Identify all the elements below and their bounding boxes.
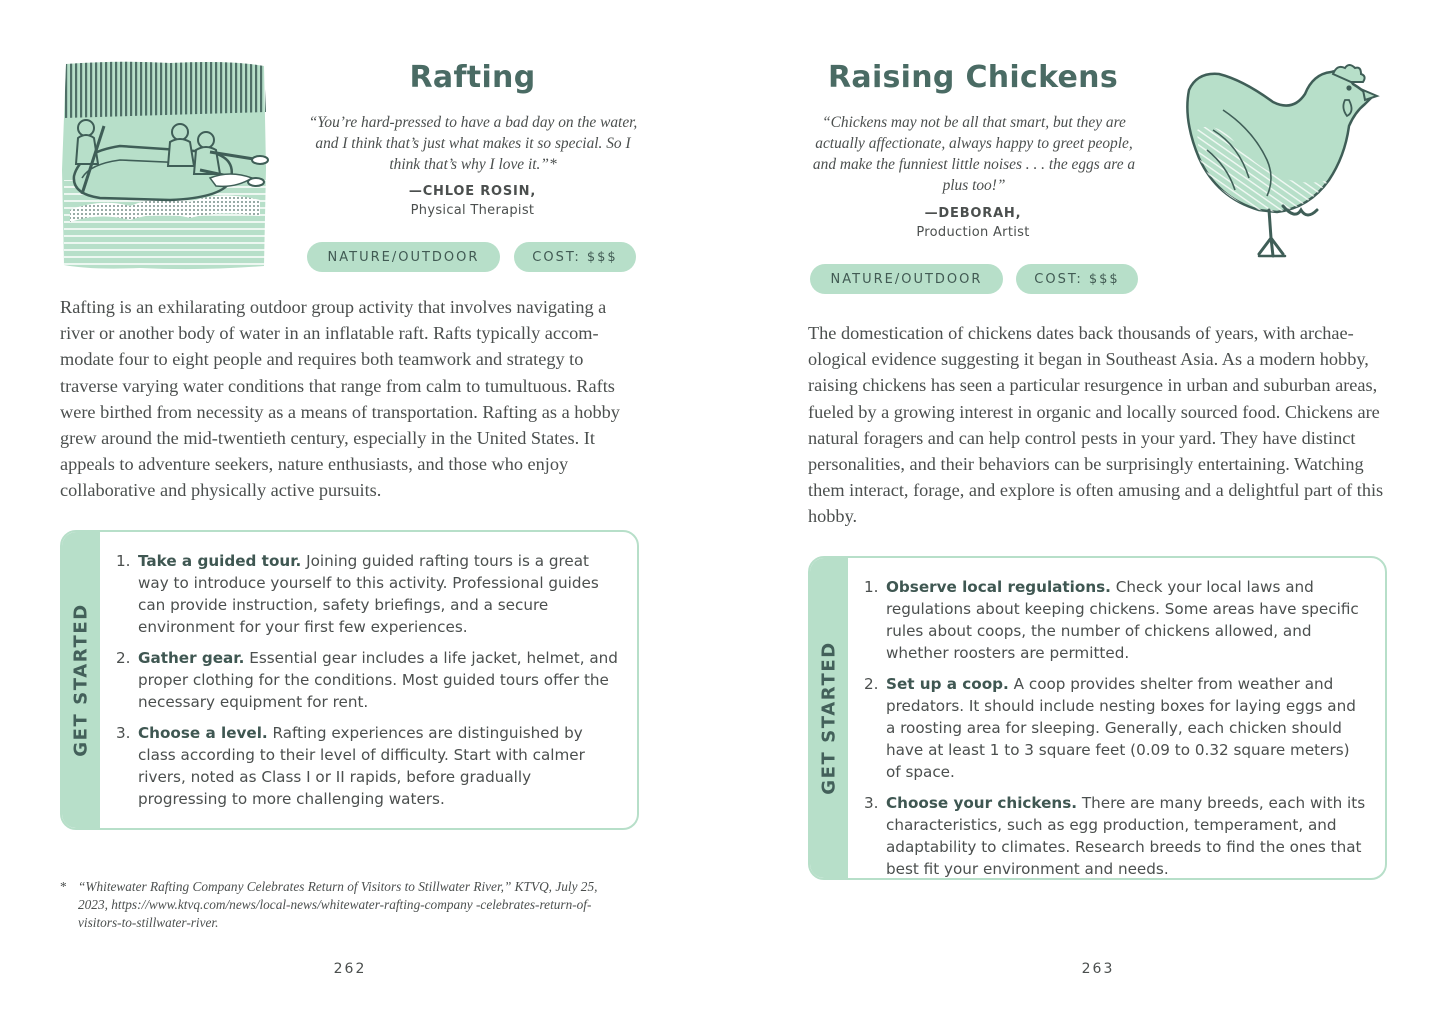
item-lead: Observe local regulations. — [886, 578, 1111, 596]
tag-category: NATURE/OUTDOOR — [810, 264, 1003, 294]
list-item — [116, 647, 621, 713]
page-number: 262 — [333, 961, 367, 977]
get-started-strip — [810, 558, 848, 878]
attribution-name: —DEBORAH, — [924, 206, 1022, 221]
list-item — [116, 722, 621, 810]
item-number: 1. — [864, 578, 879, 596]
quote: “Chickens may not be all that smart, but they are actually affectionate, always happy to greet people, and make the funniest little noises . . . the eggs are a plus too!” — [812, 114, 1136, 194]
quote-attribution — [300, 182, 645, 220]
item-text: There are many breeds, each with its characteristics, such as egg production, temperament, and adaptability to climates. Research breeds to find the ones that best fit your environment and needs. — [886, 794, 1366, 878]
list-item — [864, 792, 1369, 880]
item-number: 2. — [116, 649, 131, 667]
list-item — [864, 673, 1369, 783]
item-text: Essential gear includes a life jacket, helmet, and proper clothing for the conditions. Most guided tours offer the necessary equipment for rent. — [138, 649, 618, 711]
attribution-role: Production Artist — [916, 225, 1030, 240]
get-started-box — [808, 556, 1387, 880]
tag-cost: COST: $$$ — [514, 242, 636, 272]
list-item — [116, 550, 621, 638]
body-paragraph: Rafting is an exhilarating outdoor group activity that involves navigating a river or another body of water in an inflatable raft. Rafts typically accommodate four to eight people and requires both teamwork and strategy to traverse varying water conditions that range from calm to tumultuous. Rafts were birthed from necessity as a means of transportation. Rafting as a hobby grew around the mid-twentieth century, especially in the United States. It appeals to adventure seekers, nature enthusiasts, and those who enjoy collaborative and physically active pursuits. — [60, 297, 620, 501]
rafting-illustration — [60, 60, 270, 272]
item-text: A coop provides shelter from weather and predators. It should include nesting boxes for laying eggs and a roosting area for sleeping. Generally, each chicken should have at least 1 to 3 square feet (0.09 to 0.32 square meters) of space. — [886, 675, 1356, 781]
footnote-text: “Whitewater Rafting Company Celebrates Return of Visitors to Stillwater River,” KTVQ, July 25, 2023, https://www.ktvq.com/news/local-news/whitewater-rafting-company -celebrates-return-of-visitors-to-stillwater-river. — [78, 879, 598, 930]
item-lead: Set up a coop. — [886, 675, 1009, 693]
quote-attribution — [813, 204, 1133, 242]
item-text: Rafting experiences are distinguished by class according to their level of difficulty. Start with calmer rivers, noted as Class I or II rapids, before gradually progressing to more challenging waters. — [138, 724, 585, 808]
left-page — [0, 0, 722, 1012]
item-number: 3. — [116, 724, 131, 742]
get-started-label: GET STARTED — [818, 641, 840, 795]
attribution-role: Physical Therapist — [410, 203, 535, 218]
page-title: Rafting — [409, 60, 536, 95]
item-lead: Take a guided tour. — [138, 552, 302, 570]
list-item — [864, 576, 1369, 664]
get-started-strip — [62, 532, 100, 828]
item-number: 1. — [116, 552, 131, 570]
page-number: 263 — [1081, 961, 1115, 977]
item-text: Joining guided rafting tours is a great way to introduce yourself to this activity. Professional guides can provide instruction, safety briefings, and a secure environment for your first few experiences. — [138, 552, 599, 636]
get-started-box — [60, 530, 639, 830]
right-page — [723, 0, 1445, 1012]
get-started-list — [864, 576, 1369, 880]
item-lead: Choose your chickens. — [886, 794, 1078, 812]
item-number: 2. — [864, 675, 879, 693]
page-title: Raising Chickens — [828, 60, 1118, 95]
chicken-illustration — [1183, 60, 1383, 260]
item-lead: Gather gear. — [138, 649, 245, 667]
footnote-marker: * — [60, 879, 67, 894]
footnote — [60, 878, 623, 932]
item-number: 3. — [864, 794, 879, 812]
body-paragraph: The domestication of chickens dates back thousands of years, with archaeological evidence suggesting it began in Southeast Asia. As a modern hobby, raising chickens has seen a particular resurgence in urban and suburban areas, fueled by a growing interest in organic and locally sourced food. Chickens are natural foragers and can help control pests in your yard. They have distinct personalities, and their behaviors can be surprisingly entertaining. Watching them interact, forage, and explore is often amusing and a delightful part of this hobby. — [808, 323, 1384, 527]
tag-category: NATURE/OUTDOOR — [307, 242, 500, 272]
tag-cost: COST: $$$ — [1016, 264, 1138, 294]
get-started-label: GET STARTED — [70, 603, 92, 757]
attribution-name: —CHLOE ROSIN, — [408, 184, 537, 199]
item-text: Check your local laws and regulations about keeping chickens. Some areas have specific rules about coops, the number of chickens allowed, and whether roosters are permitted. — [886, 578, 1359, 662]
item-lead: Choose a level. — [138, 724, 268, 742]
get-started-list — [116, 550, 621, 819]
quote: “You’re hard-pressed to have a bad day on the water, and I think that’s just what makes it so special. So I think that’s why I love it.”* — [308, 114, 638, 173]
